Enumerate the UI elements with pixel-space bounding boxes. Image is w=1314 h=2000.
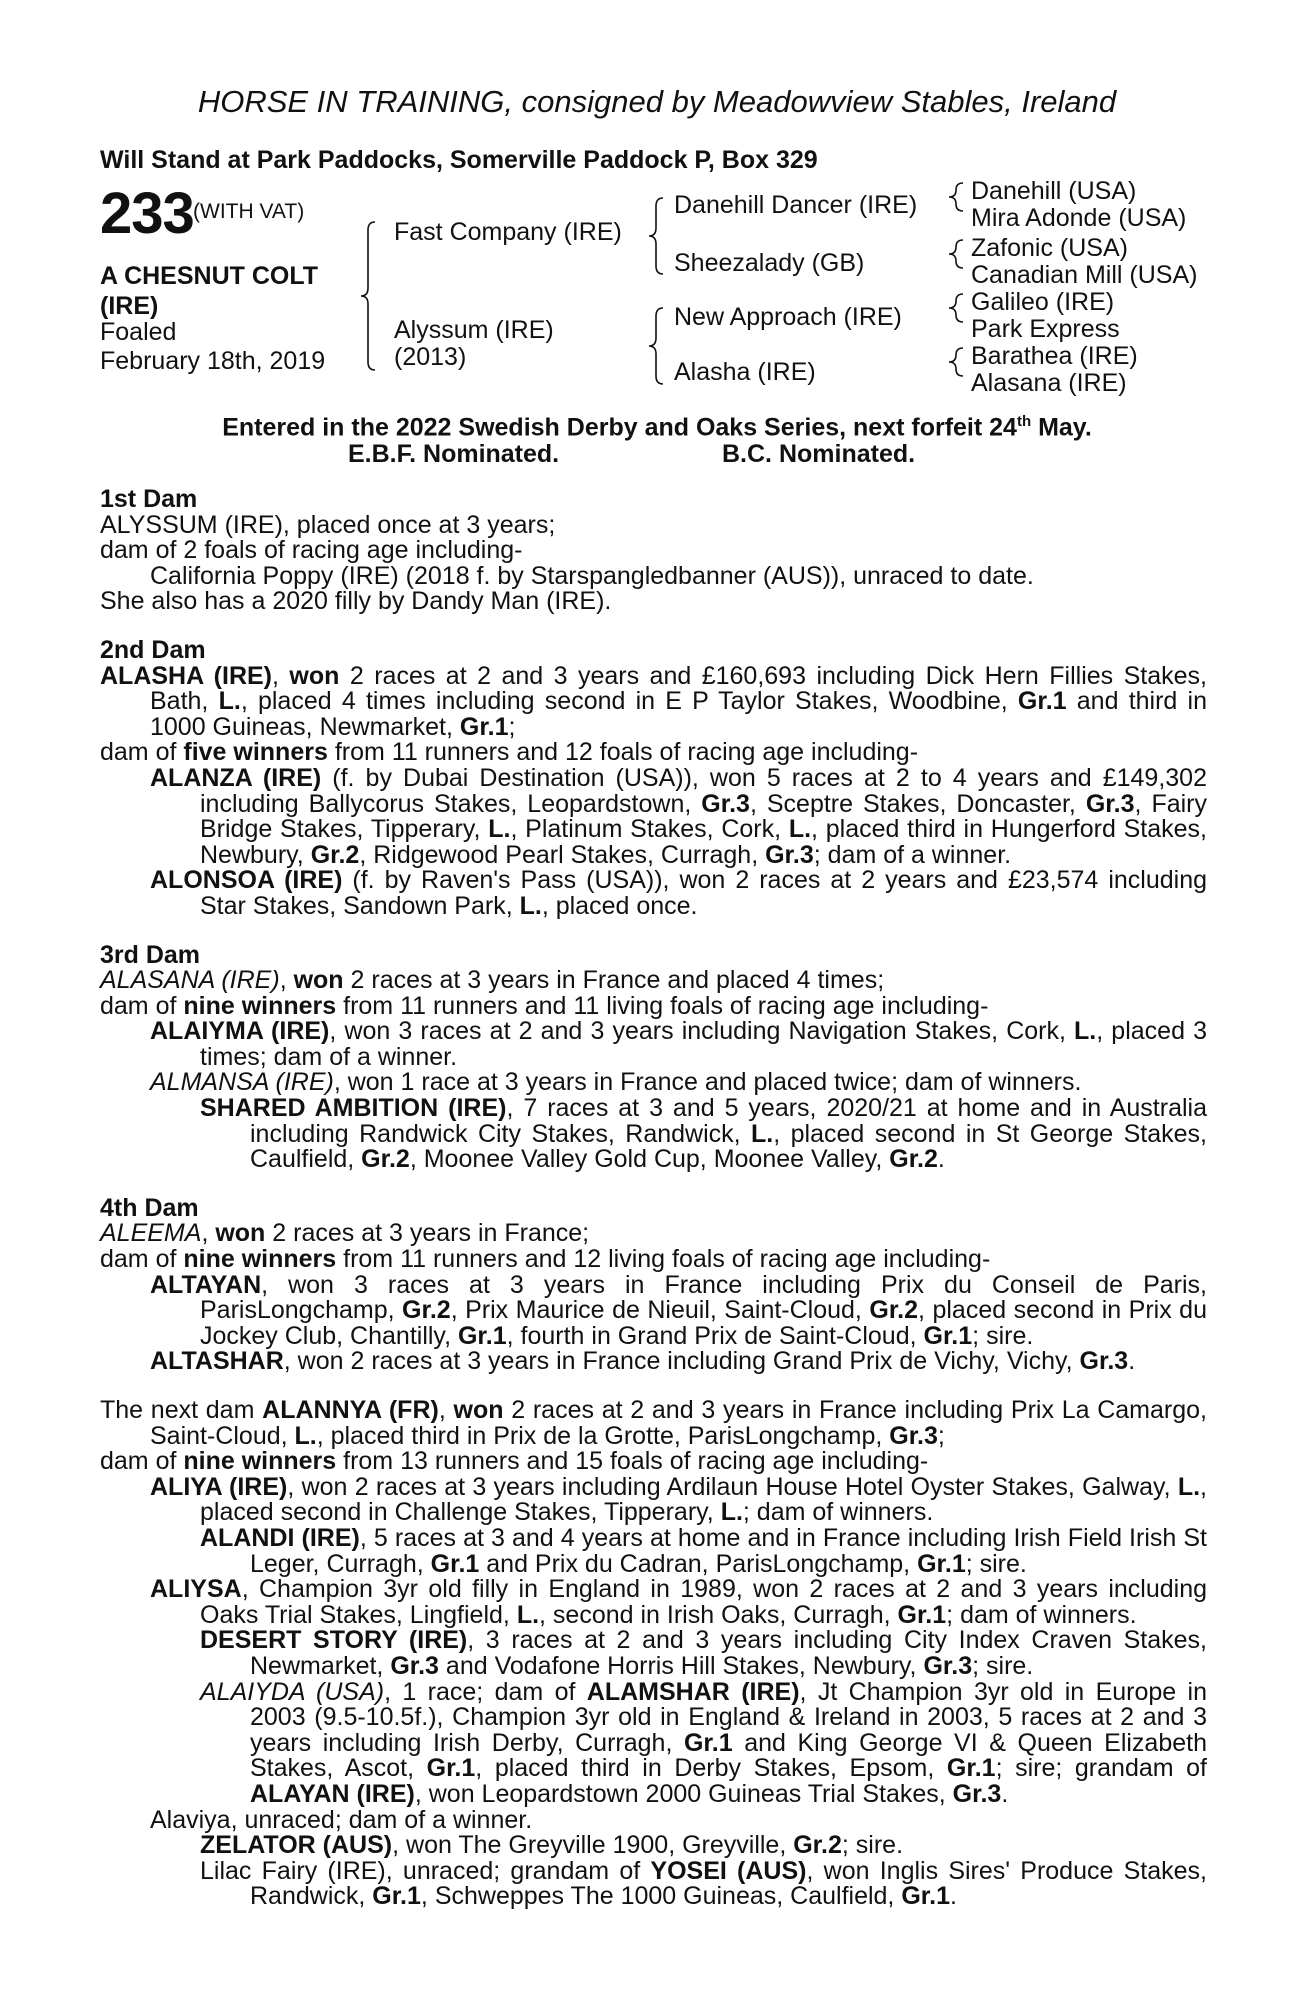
horse-description-line2: (IRE) [100,292,159,320]
record-line [100,1856,1207,1911]
text: , Champion 3yr old filly in England in 1989, won 2 races at 2 and 3 years including Oaks Trial Stakes, Lingfield, [200,1575,1207,1629]
text: . [1001,1779,1009,1808]
text: 2 races at 3 years in France and placed 4 times; [343,966,885,995]
bold-text: ZELATOR (AUS) [200,1831,393,1860]
text: , placed 3 times; dam of a winner. [200,1017,1207,1071]
section-heading [100,940,1207,969]
record-line [100,661,1207,741]
horse-description-line1: A CHESNUT COLT [100,262,319,290]
bold-text: Gr.3 [765,840,814,869]
text: and King George VI & Queen Elizabeth Stakes, Ascot, [250,1728,1207,1783]
record-line [100,1221,1207,1247]
text: , won 2 races at 3 years including Ardilaun House Hotel Oyster Stakes, Galway, [287,1472,1178,1501]
pedigree-dss: Galileo (IRE) [971,288,1115,316]
bold-text: ALAYAN (IRE) [250,1779,415,1808]
record-line [100,1349,1207,1375]
text: ; dam of a winner. [813,840,1012,869]
record-line [100,510,1207,539]
pedigree-dam-year: (2013) [394,343,467,371]
text: , Prix Maurice de Nieuil, Saint-Cloud, [450,1296,870,1325]
record-line [100,1270,1207,1350]
section-heading [100,1193,1207,1222]
bold-text: YOSEI (AUS) [650,1856,807,1885]
italic-text: ALMANSA (IRE) [150,1068,334,1097]
bold-text: five winners [183,738,328,767]
text: . [1128,1347,1136,1376]
text: The next dam [100,1396,263,1424]
bold-text: ALANDI (IRE) [200,1523,360,1552]
bold-text: Gr.3 [1079,1347,1129,1376]
text: , placed third in Hungerford Stakes, Newbury, [200,815,1207,869]
bold-text: L. [788,815,812,844]
record-line [100,740,1207,766]
pedigree-sire-dam: Sheezalady (GB) [674,249,865,277]
text: from 11 runners and 12 foals of racing age including- [327,738,919,767]
text: , Jt Champion 3yr old in Europe in 2003 (9.5-10.5f.), Champion 3yr old in England & Ireland in 2003, 5 races at 2 and 3 years including Irish Derby, Curragh, [250,1677,1207,1757]
text: , won 3 races at 2 and 3 years including Navigation Stakes, Cork, [329,1017,1075,1046]
bold-text: Gr.1 [459,712,509,741]
bold-text: ALONSOA (IRE) [150,866,343,895]
bold-text: DESERT STORY (IRE) [200,1626,468,1655]
text: , Moonee Valley Gold Cup, Moonee Valley, [409,1145,890,1174]
text: , placed second in St George Stakes, Caulfield, [250,1119,1207,1174]
text: , won 3 races at 3 years in France including Prix du Conseil de Paris, ParisLongchamp, [200,1270,1207,1325]
bold-text: Gr.3 [1085,789,1135,818]
bold-text: Gr.2 [310,840,360,869]
bold-text: ALAIYMA (IRE) [150,1017,330,1046]
text: dam of [100,1447,184,1476]
bold-text: won [293,966,344,995]
bold-text: ALANNYA (FR) [262,1396,439,1424]
record-line [100,1472,1207,1527]
bold-text: won [289,661,340,690]
record-line [100,968,1207,994]
text: from 13 runners and 15 foals of racing age including- [336,1447,929,1476]
bold-text: Gr.1 [372,1882,421,1911]
record-line [100,1677,1208,1808]
text: , won 1 race at 3 years in France and placed twice; dam of winners. [333,1068,1082,1097]
text: , Sceptre Stakes, Doncaster, [749,789,1086,818]
pedigree-sds: Zafonic (USA) [971,234,1128,262]
bold-text: Gr.1 [457,1321,507,1350]
text: Alaviya, unraced; dam of a winner. [150,1805,533,1834]
italic-text: ALASANA (IRE) [100,966,280,995]
record-line [100,991,1207,1020]
text: from 11 runners and 12 living foals of racing age including- [336,1245,991,1274]
record-line [100,1628,1207,1679]
bold-text: Gr.1 [426,1754,476,1783]
text: , 1 race; dam of [384,1677,587,1706]
pedigree-ddd: Alasana (IRE) [971,369,1127,397]
text: (f. by Raven's Pass (USA)), won 2 races at 2 years and £23,574 including Star Stakes, Sandown Park, [200,866,1208,920]
text: ; sire. [841,1831,904,1860]
text: , Ridgewood Pearl Stakes, Curragh, [359,840,766,869]
text: , won Leopardstown 2000 Guineas Trial Stakes, [414,1779,953,1808]
text: ; [937,1421,945,1450]
ebf-nominated: E.B.F. Nominated. [348,440,560,468]
text: and Prix du Cadran, ParisLongchamp, [479,1549,918,1578]
bold-text: ALIYA (IRE) [150,1472,288,1501]
record-line [100,763,1207,869]
italic-text: ALEEMA [100,1219,202,1248]
text: 2 races at 2 and 3 years in France including Prix La Camargo, Saint-Cloud, [150,1396,1207,1450]
bold-text: ALIYSA [150,1575,242,1604]
pedigree-sire-sire: Danehill Dancer (IRE) [674,191,918,219]
bracket-g4 [949,348,963,376]
bold-text: Gr.1 [683,1728,733,1757]
bc-nominated: B.C. Nominated. [722,440,916,468]
text: and Vodafone Horris Hill Stakes, Newbury, [438,1651,924,1680]
bold-text: L. [1074,1017,1097,1046]
bold-text: Gr.1 [917,1549,966,1578]
text: Lilac Fairy (IRE), unraced; grandam of [200,1856,651,1885]
pedigree-dam-dam: Alasha (IRE) [674,358,816,386]
text: , placed once. [541,891,698,920]
pedigree-ssd: Mira Adonde (USA) [971,204,1187,232]
record-line [100,1019,1207,1070]
record-line [100,1096,1207,1173]
bold-text: Gr.1 [946,1754,996,1783]
record-line [100,1577,1207,1628]
text: , placed second in Challenge Stakes, Tipperary, [200,1472,1207,1527]
bold-text: Gr.2 [793,1831,842,1860]
text: dam of [100,1245,184,1274]
bold-text: Gr.3 [701,789,750,818]
bold-text: Gr.2 [361,1145,410,1174]
bold-text: Gr.1 [901,1882,950,1911]
text: . [937,1145,945,1174]
bold-text: ALTASHAR [150,1347,284,1376]
pedigree-dds: Barathea (IRE) [971,342,1138,370]
entry-superscript: th [1016,413,1032,430]
text: , fourth in Grand Prix de Saint-Cloud, [506,1321,924,1350]
text: , [438,1396,454,1424]
foaled-label: Foaled [100,318,177,346]
record-line [100,1523,1207,1578]
text: She also has a 2020 filly by Dandy Man (IRE). [100,587,612,616]
bold-text: Gr.3 [889,1421,938,1450]
bold-text: nine winners [183,1245,337,1274]
text: , second in Irish Oaks, Curragh, [539,1600,898,1629]
bold-text: SHARED AMBITION (IRE) [200,1094,507,1123]
text: ; sire. [972,1651,1034,1680]
text: , [279,966,294,995]
stand-location: Will Stand at Park Paddocks, Somerville Paddock P, Box 329 [100,146,818,174]
record-line [100,589,1207,615]
bold-text: Gr.3 [952,1779,1002,1808]
bold-text: ALANZA (IRE) [150,763,322,792]
text: dam of 2 foals of racing age including- [100,536,523,565]
bold-text: Gr.1 [923,1321,973,1350]
text: , won 2 races at 3 years in France including Grand Prix de Vichy, Vichy, [283,1347,1080,1376]
pedigree-dam-sire: New Approach (IRE) [674,303,902,331]
record-line [100,1247,1207,1273]
text: ; sire. [965,1549,1027,1578]
bold-text: Gr.3 [923,1651,973,1680]
bold-text: 4th Dam [100,1193,199,1222]
text: , won The Greyville 1900, Greyville, [392,1831,794,1860]
bold-text: L. [1177,1472,1201,1501]
foaled-date: February 18th, 2019 [100,347,326,375]
bold-text: L. [720,1498,743,1527]
lot-number: 233 [100,181,194,246]
record-line [100,538,1207,564]
record-line [100,1449,1207,1475]
text: , placed third in Derby Stakes, Epsom, [475,1754,947,1783]
dam-side-bracket [649,308,663,384]
entry-line [0,413,1314,442]
bracket-g1 [949,183,963,211]
bold-text: nine winners [183,991,337,1020]
text: , placed third in Prix de la Grotte, ParisLongchamp, [316,1421,890,1450]
bold-text: L. [516,1600,540,1629]
text: dam of [100,991,184,1020]
text: , Fairy Bridge Stakes, Tipperary, [200,789,1207,844]
text: , placed second in Prix du Jockey Club, Chantilly, [200,1296,1207,1350]
pedigree-sss: Danehill (USA) [971,177,1137,205]
record-line [100,1805,1207,1834]
text: , 7 races at 3 and 5 years, 2020/21 at home and in Australia including Randwick City Stakes, Randwick, [250,1094,1207,1148]
text: from 11 runners and 11 living foals of racing age including- [336,991,989,1020]
text: , 5 races at 3 and 4 years at home and in France including Irish Field Irish St Leger, Curragh, [250,1523,1207,1578]
text: and third in 1000 Guineas, Newmarket, [150,687,1207,741]
text: , [272,661,290,690]
pedigree-sire: Fast Company (IRE) [394,218,622,246]
record-line [100,1833,1207,1859]
text: 2 races at 2 and 3 years and £160,693 including Dick Hern Fillies Stakes, Bath, [150,661,1207,716]
record-line [100,561,1207,590]
text: , Platinum Stakes, Cork, [510,815,789,844]
bold-text: 3rd Dam [100,940,201,969]
bold-text: Gr.1 [430,1549,480,1578]
section-heading [100,635,1207,664]
bold-text: ALASHA (IRE) [100,661,273,690]
bold-text: won [453,1396,504,1424]
vat-note: (WITH VAT) [193,200,305,223]
bold-text: 2nd Dam [100,635,206,664]
bold-text: Gr.3 [390,1651,439,1680]
entry-text-end: May. [1031,413,1092,442]
bold-text: Gr.2 [402,1296,451,1325]
bold-text: L. [218,687,241,716]
text: 2 races at 3 years in France; [265,1219,590,1248]
text: ; dam of winners. [742,1498,934,1527]
record-line [100,1070,1207,1096]
text: , 3 races at 2 and 3 years including City Index Craven Stakes, Newmarket, [250,1626,1207,1680]
bold-text: 1st Dam [100,485,198,513]
text: ALYSSUM (IRE), placed once at 3 years; [100,510,556,539]
bold-text: Gr.2 [889,1145,938,1174]
bold-text: L. [519,891,542,920]
bold-text: L. [488,815,511,844]
text: , [201,1219,216,1248]
text: dam of [100,738,184,767]
entry-text: Entered in the 2022 Swedish Derby and Oaks Series, next forfeit 24 [222,413,1017,442]
text: . [949,1882,957,1911]
page-title: HORSE IN TRAINING, consigned by Meadowview Stables, Ireland [197,84,1117,119]
sire-dam-bracket [361,222,375,370]
bold-text: Gr.1 [1017,687,1067,716]
sire-side-bracket [649,198,663,274]
bold-text: ALTAYAN [150,1270,262,1299]
text: ; [508,712,516,741]
record-line [100,868,1207,919]
bold-text: nine winners [183,1447,337,1476]
section-heading [100,487,1207,513]
text: California Poppy (IRE) (2018 f. by Starspangledbanner (AUS)), unraced to date. [150,561,1034,590]
text: ; sire. [972,1321,1034,1350]
bracket-g2 [949,240,963,268]
bold-text: L. [751,1119,774,1148]
pedigree-dam: Alyssum (IRE) [394,316,554,344]
text: , placed 4 times including second in E P Taylor Stakes, Woodbine, [240,687,1018,716]
pedigree-sdd: Canadian Mill (USA) [971,261,1198,289]
text: ; sire; grandam of [995,1754,1208,1783]
text: , Schweppes The 1000 Guineas, Caulfield, [420,1882,902,1911]
pedigree-dsd: Park Express [971,315,1120,343]
produce-record [100,487,1207,1910]
bracket-g3 [949,294,963,322]
bold-text: Gr.1 [897,1600,947,1629]
bold-text: L. [294,1421,317,1450]
italic-text: ALAIYDA (USA) [200,1677,385,1706]
record-line [100,1398,1207,1449]
bold-text: Gr.2 [869,1296,919,1325]
text: , won Inglis Sires' Produce Stakes, Randwick, [250,1856,1207,1911]
text: ; dam of winners. [946,1600,1137,1629]
bold-text: won [215,1219,266,1248]
bold-text: ALAMSHAR (IRE) [586,1677,800,1706]
text: (f. by Dubai Destination (USA)), won 5 races at 2 to 4 years and £149,302 including Ballycorus Stakes, Leopardstown, [200,763,1207,818]
